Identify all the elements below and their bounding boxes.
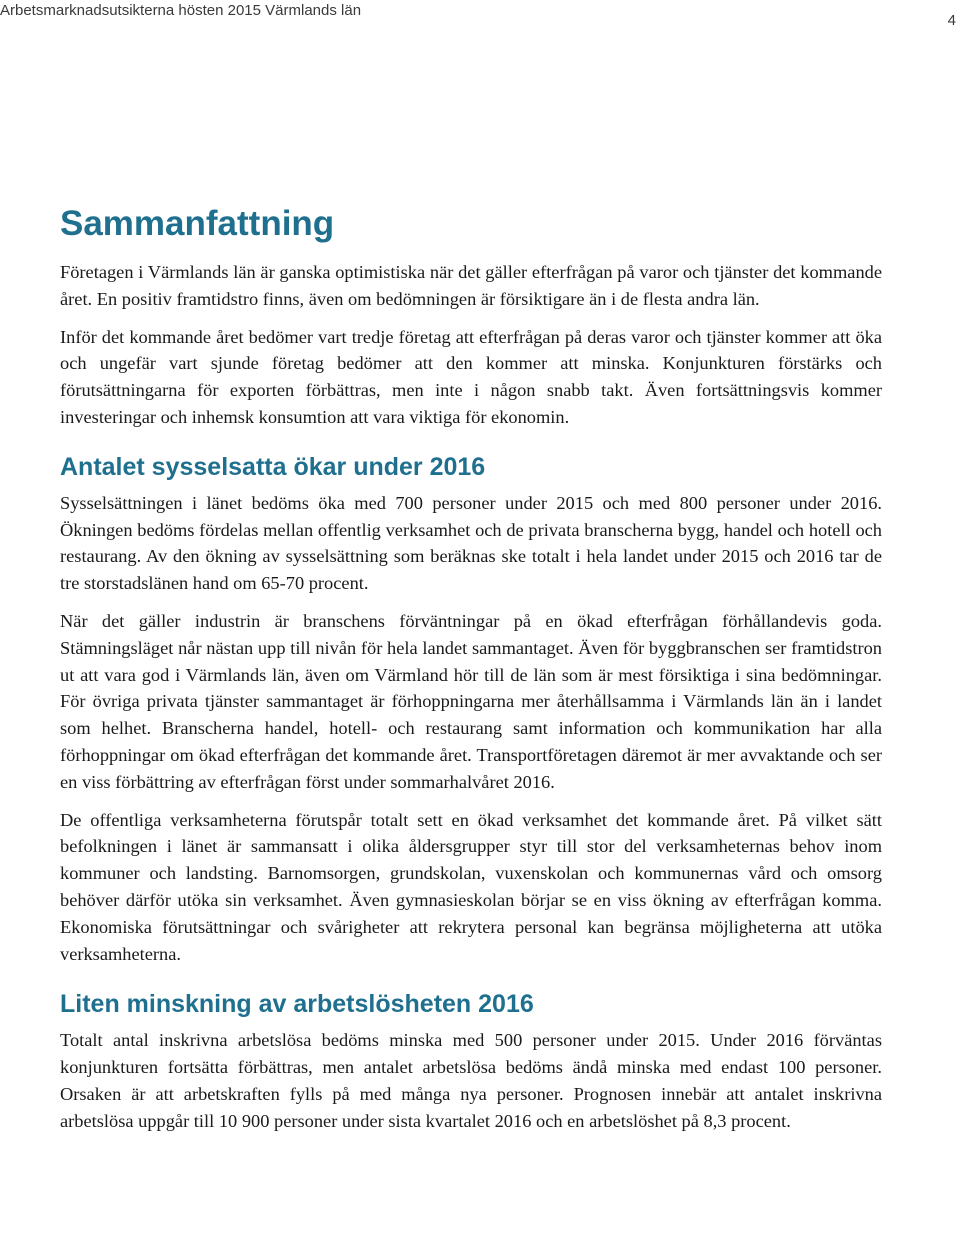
section-employment: [60, 452, 882, 968]
page-number: 4: [947, 12, 956, 29]
paragraph: Företagen i Värmlands län är ganska optimistiska när det gäller efterfrågan på varor och tjänster det kommande året. En positiv framtidstro finns, även om bedömningen är försiktigare än i de flesta andra län.: [60, 262, 882, 309]
section-summary: [60, 202, 882, 431]
section-heading-summary: Sammanfattning: [60, 204, 335, 243]
paragraph: Inför det kommande året bedömer vart tredje företag att efterfrågan på deras varor och tjänster kommer att öka och ungefär vart sjunde företag bedömer att den kommer att minska. Konjunkturen förstärks och förutsättningarna för exporten förbättras, men inte i någon snabb takt. Även fortsättningsvis kommer investeringar och inhemsk konsumtion att vara viktiga för ekonomin.: [60, 326, 882, 427]
section-unemployment: [60, 989, 882, 1134]
paragraph: Totalt antal inskrivna arbetslösa bedöms minska med 500 personer under 2015. Under 2016 förväntas konjunkturen fortsätta förbättras, men antalet arbetslösa bedöms ändå minska med endast 100 personer. Orsaken är att arbetskraften fylls på med många nya personer. Prognosen innebär att antalet inskrivna arbetslösa uppgår till 10 900 personer under sista kvartalet 2016 och en arbetslöshet på 8,3 procent.: [60, 1030, 882, 1131]
running-header: Arbetsmarknadsutsikterna hösten 2015 Värmlands län: [0, 2, 362, 19]
paragraph: Sysselsättningen i länet bedöms öka med 700 personer under 2015 och med 800 personer under 2016. Ökningen bedöms fördelas mellan offentlig verksamhet och de privata branscherna bygg, handel och hotell och restaurang. Av den ökning av sysselsättning som beräknas ske totalt i hela landet under 2015 och 2016 tar de tre storstadslänen hand om 65-70 procent.: [60, 492, 882, 594]
paragraph: De offentliga verksamheterna förutspår totalt sett en ökad verksamhet det kommande året. På vilket sätt befolkningen i länet är sammansatt i olika åldersgrupper styr till stor del verksamheternas behov inom kommuner och landsting. Barnomsorgen, grundskolan, vuxenskolan och kommunernas vård och omsorg behöver därför utöka sin verksamhet. Även gymnasieskolan börjar se en viss ökning av efterfrågan komma. Ekonomiska förutsättningar och svårigheter att rekrytera personal kan begränsa möjligheterna att utöka verksamheterna.: [60, 809, 882, 964]
section-heading-employment: Antalet sysselsatta ökar under 2016: [60, 452, 486, 481]
document-body: [60, 202, 882, 1135]
paragraph: När det gäller industrin är branschens förväntningar på en ökad efterfrågan förhållandevis goda. Stämningsläget når nästan upp till nivån för hela landet sammantaget. Även för byggbranschen ser framtidstron ut att vara god i Värmlands län, även om Värmland hör till de län som är mest försiktiga i sina bedömningar. För övriga privata tjänster sammantaget är förhoppningarna mer återhållsamma i Värmlands län än i landet som helhet. Branscherna handel, hotell- och restaurang samt information och kommunikation har alla förhoppningar om ökad efterfrågan det kommande året. Transportföretagen däremot är mer avvaktande och ser en viss förbättring av efterfrågan först under sommarhalvåret 2016.: [60, 610, 882, 792]
section-heading-unemployment: Liten minskning av arbetslösheten 2016: [60, 990, 534, 1019]
